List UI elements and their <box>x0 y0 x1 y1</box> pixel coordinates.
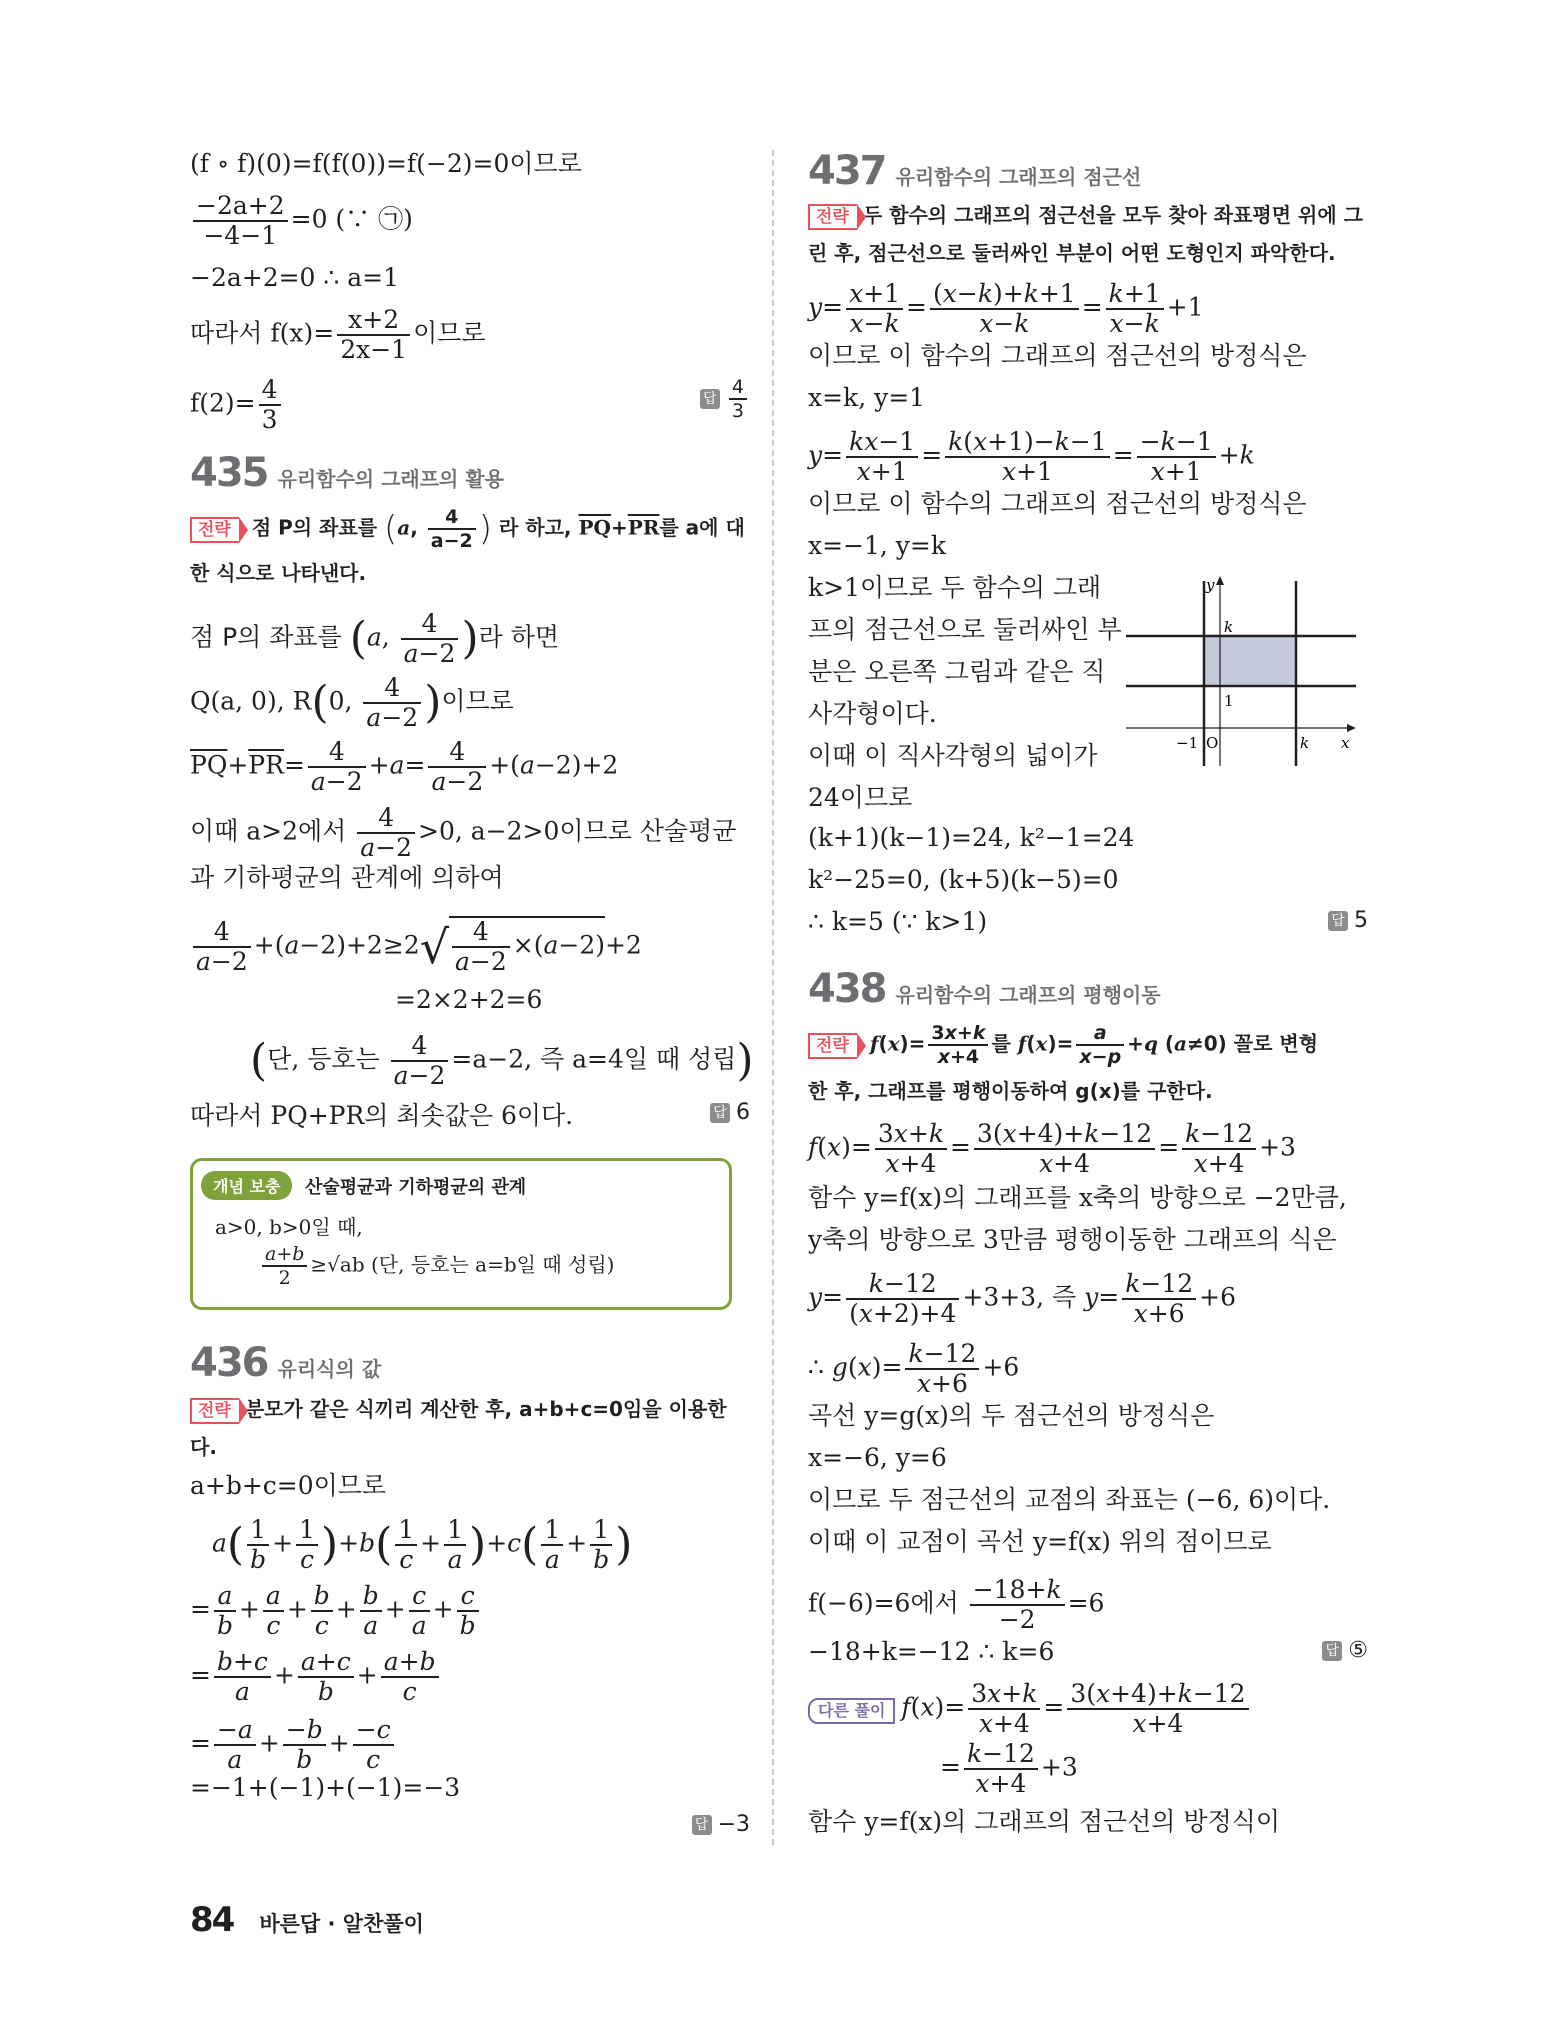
strategy-text: 전략 분모가 같은 식끼리 계산한 후, a+b+c=0임을 이용한 다. <box>190 1397 727 1459</box>
y-axis-arrow-icon <box>1216 576 1224 585</box>
fraction: $\frac{k-12}{x+4}$ <box>1182 1120 1256 1178</box>
fraction: $\frac{4}{3}$ <box>259 376 281 434</box>
strategy-text: 한 식으로 나타낸다. <box>190 561 367 585</box>
strategy-text: 한 후, 그래프를 평행이동하여 g(x)를 구한다. <box>808 1079 1213 1103</box>
label-neg1: −1 <box>1176 734 1199 752</box>
concept-line: $\frac{a+b}{2}$ ≥√ab (단, 등호는 a=b일 때 성립) <box>259 1243 614 1289</box>
answer-label <box>700 376 750 422</box>
answer-label: 답 6 <box>710 1100 750 1125</box>
eq-line: 분은 오른쪽 그림과 같은 직 <box>808 657 1106 686</box>
eq-line: x=−6, y=6 <box>808 1443 947 1472</box>
fraction: $\frac{b}{a}$ <box>360 1582 382 1640</box>
answer-badge-icon: 답 <box>700 389 720 409</box>
problem-heading: 435 유리함수의 그래프의 활용 <box>190 450 504 496</box>
fraction: $\frac{3x+k}{x+4}$ <box>968 1680 1040 1738</box>
eq-line: 24이므로 <box>808 783 913 812</box>
eq-line: 이므로 이 함수의 그래프의 점근선의 방정식은 <box>808 341 1307 370</box>
answer-label: 답 ⑤ <box>1322 1638 1368 1663</box>
fraction: $\frac{1}{b}$ <box>590 1516 612 1574</box>
footer-label: 바른답 · 알찬풀이 <box>259 1912 424 1936</box>
fraction: $\frac{b}{c}$ <box>311 1582 333 1640</box>
page-footer <box>190 1900 424 1940</box>
fraction: $\frac{a}{x-p}$ <box>1076 1022 1124 1068</box>
strategy-text: 전략 두 함수의 그래프의 점근선을 모두 찾아 좌표평면 위에 그 린 후, 점근선으로 둘러싸인 부분이 어떤 도형인지 파악한다. <box>808 203 1363 265</box>
fraction: $\frac{(x-k)+k+1}{x-k}$ <box>930 280 1079 338</box>
answer-badge-icon: 답 <box>1328 911 1348 931</box>
fraction: $\frac{1}{a}$ <box>444 1516 466 1574</box>
fraction: $\frac{c}{b}$ <box>457 1582 479 1640</box>
alt-solution-tag: 다른 풀이 <box>808 1698 895 1724</box>
label-k-top: k <box>1224 618 1234 636</box>
eq-line: $\frac{-2a+2}{-4-1}$ =0 (∵ ㉠) <box>190 192 413 250</box>
eq-line: a+b+c=0이므로 <box>190 1471 387 1500</box>
eq-line: (단, 등호는 $\frac{4}{a-2}$ =a−2, 즉 a=4일 때 성립) <box>250 1031 754 1090</box>
eq-line: $\frac{4}{a-2}$ +(a−2)+2≥2√ $\frac{4}{a-2}$ ×(a−2)+2 <box>190 916 642 976</box>
eq-line: =2×2+2=6 <box>395 985 543 1014</box>
eq-line: 다른 풀이 f(x)= $\frac{3x+k}{x+4}$ = $\frac{3(x+4)+k-12}{x+4}$ <box>808 1680 1252 1738</box>
fraction: $\frac{x+1}{x-k}$ <box>846 280 903 338</box>
concept-tab: 개념 보충 <box>201 1171 292 1200</box>
eq-line: (f ∘ f)(0)=f(f(0))=f(−2)=0이므로 <box>190 149 582 178</box>
eq-line: 이때 a>2에서 $\frac{4}{a-2}$ >0, a−2>0이므로 산술평균 <box>190 803 737 862</box>
eq-line: 이므로 두 점근선의 교점의 좌표는 (−6, 6)이다. <box>808 1485 1331 1514</box>
fraction: $\frac{k(x+1)-k-1}{x+1}$ <box>945 428 1110 486</box>
concept-line: a>0, b>0일 때, <box>215 1215 363 1239</box>
fraction: $\frac{k-12}{x+4}$ <box>964 1740 1038 1798</box>
eq-line: 점 P의 좌표를 (a, $\frac{4}{a-2}$ )라 하면 <box>190 609 560 668</box>
concept-title: 산술평균과 기하평균의 관계 <box>305 1177 527 1198</box>
eq-line: = $\frac{a}{b}$ + $\frac{a}{c}$ + $\frac{b}{c}$ + $\frac{b}{a}$ + $\frac{c}{a}$ + $\frac{c}{b}$ <box>190 1582 482 1640</box>
column-divider <box>772 150 774 1845</box>
fraction: $\frac{1}{a}$ <box>541 1516 563 1574</box>
eq-line: 이므로 이 함수의 그래프의 점근선의 방정식은 <box>808 489 1307 518</box>
fraction: $\frac{4}{3}$ <box>729 376 747 422</box>
fraction: $\frac{k+1}{x-k}$ <box>1106 280 1164 338</box>
strategy-tag: 전략 <box>808 1033 857 1059</box>
eq-line: = $\frac{b+c}{a}$ + $\frac{a+c}{b}$ + $\frac{a+b}{c}$ <box>190 1648 442 1706</box>
answer-label: 답 −3 <box>692 1812 750 1837</box>
fraction: $\frac{a+b}{2}$ <box>262 1243 307 1289</box>
fraction: $\frac{4}{a-2}$ <box>401 610 459 668</box>
eq-line: y축의 방향으로 3만큼 평행이동한 그래프의 식은 <box>808 1225 1337 1254</box>
answer-badge-icon: 답 <box>710 1103 730 1123</box>
eq-line: 함수 y=f(x)의 그래프를 x축의 방향으로 −2만큼, <box>808 1183 1347 1212</box>
shaded-rectangle <box>1204 636 1296 686</box>
fraction: $\frac{a}{c}$ <box>263 1582 284 1640</box>
eq-line: −2a+2=0 ∴ a=1 <box>190 263 400 292</box>
eq-line: 함수 y=f(x)의 그래프의 점근선의 방정식이 <box>808 1807 1280 1836</box>
fraction: $\frac{4}{a-2}$ <box>357 804 415 862</box>
eq-line: x=k, y=1 <box>808 383 926 412</box>
problem-heading: 436 유리식의 값 <box>190 1340 382 1386</box>
y-axis-label: y <box>1206 576 1215 594</box>
problem-heading: 438 유리함수의 그래프의 평행이동 <box>808 966 1161 1012</box>
fraction: $\frac{4}{a-2}$ <box>363 674 421 732</box>
answer-badge-icon: 답 <box>1322 1641 1342 1661</box>
answer-label: 답 5 <box>1328 908 1368 933</box>
fraction: $\frac{a}{b}$ <box>214 1582 236 1640</box>
fraction: $\frac{-a}{a}$ <box>214 1716 256 1774</box>
eq-line: = $\frac{k-12}{x+4}$ +3 <box>940 1739 1078 1798</box>
fraction: $\frac{4}{a-2}$ <box>193 918 251 976</box>
eq-line: y= $\frac{kx-1}{x+1}$ = $\frac{k(x+1)-k-1}{x+1}$ = $\frac{-k-1}{x+1}$ +k <box>808 427 1255 486</box>
eq-line: 따라서 PQ+PR의 최솟값은 6이다. <box>190 1101 574 1130</box>
eq-line: 이때 이 직사각형의 넓이가 <box>808 741 1098 770</box>
fraction: $\frac{a+b}{c}$ <box>381 1648 439 1706</box>
eq-line: −18+k=−12 ∴ k=6 <box>808 1637 1055 1666</box>
eq-line: Q(a, 0), R(0, $\frac{4}{a-2}$ )이므로 <box>190 673 514 732</box>
strategy-text: 전략 점 P의 좌표를 (a, $\frac{4}{a-2}$ ) 라 하고, $\overline{PQ}+\overline{PR}$를 a에 대 <box>190 506 750 552</box>
eq-line: = $\frac{-a}{a}$ + $\frac{-b}{b}$ + $\frac{-c}{c}$ <box>190 1716 397 1774</box>
label-origin: O <box>1206 734 1219 752</box>
eq-line: k²−25=0, (k+5)(k−5)=0 <box>808 865 1119 894</box>
eq-line: 프의 점근선으로 둘러싸인 부 <box>808 615 1122 644</box>
strategy-tag: 전략 <box>190 1398 239 1424</box>
asymptote-graph <box>1126 576 1356 766</box>
eq-line: $\overline{PQ}+\overline{PR}=$ $\frac{4}{a-2}$ +a= $\frac{4}{a-2}$ +(a−2)+2 <box>190 737 619 796</box>
eq-line: ∴ g(x)= $\frac{k-12}{x+6}$ +6 <box>808 1339 1020 1398</box>
eq-line: 과 기하평균의 관계에 의하여 <box>190 863 504 892</box>
answer-badge-icon: 답 <box>692 1815 712 1835</box>
eq-line: ∴ k=5 (∵ k>1) <box>808 907 988 936</box>
strategy-tag: 전략 <box>808 204 857 230</box>
x-axis-arrow-icon <box>1347 724 1356 732</box>
eq-line: a( $\frac{1}{b}$ + $\frac{1}{c}$ )+b( $\frac{1}{c}$ + $\frac{1}{a}$ )+c( $\frac{1}{a}$ + $\frac{1}{b}$ ) <box>212 1515 633 1574</box>
fraction: $\frac{4}{a-2}$ <box>428 506 476 552</box>
label-k-right: k <box>1300 734 1310 752</box>
eq-line: =−1+(−1)+(−1)=−3 <box>190 1773 461 1802</box>
fraction: $\frac{k-12}{(x+2)+4}$ <box>846 1270 959 1328</box>
fraction: $\frac{k-12}{x+6}$ <box>1122 1270 1196 1328</box>
eq-line: k>1이므로 두 함수의 그래 <box>808 573 1102 602</box>
concept-box <box>190 1158 732 1310</box>
fraction: $\frac{3x+k}{x+4}$ <box>928 1022 988 1068</box>
eq-line: y= $\frac{x+1}{x-k}$ = $\frac{(x-k)+k+1}{x-k}$ = $\frac{k+1}{x-k}$ +1 <box>808 279 1204 338</box>
fraction: $\frac{b+c}{a}$ <box>214 1648 271 1706</box>
fraction: $\frac{3(x+4)+k-12}{x+4}$ <box>974 1120 1155 1178</box>
fraction: $\frac{1}{c}$ <box>395 1516 417 1574</box>
fraction: $\frac{4}{a-2}$ <box>428 738 486 796</box>
fraction: $\frac{k-12}{x+6}$ <box>905 1340 979 1398</box>
fraction: $\frac{-b}{b}$ <box>283 1716 326 1774</box>
fraction: $\frac{kx-1}{x+1}$ <box>846 428 918 486</box>
eq-line: 사각형이다. <box>808 699 937 728</box>
page-number: 84 <box>190 1900 234 1940</box>
eq-line: 이때 이 교점이 곡선 y=f(x) 위의 점이므로 <box>808 1527 1272 1556</box>
eq-line: x=−1, y=k <box>808 531 947 560</box>
fraction: $\frac{c}{a}$ <box>409 1582 430 1640</box>
fraction: $\frac{-c}{c}$ <box>353 1716 394 1774</box>
eq-line: f(2)= $\frac{4}{3}$ <box>190 376 284 434</box>
fraction: $\frac{4}{a-2}$ <box>308 738 366 796</box>
x-axis-label: x <box>1341 734 1350 752</box>
strategy-text: 전략 f(x)= $\frac{3x+k}{x+4}$ 를 f(x)= $\frac{a}{x-p}$ +q (a≠0) 꼴로 변형 <box>808 1022 1368 1068</box>
fraction: $\frac{x+2}{2x-1}$ <box>337 306 410 364</box>
problem-heading: 437 유리함수의 그래프의 점근선 <box>808 148 1142 194</box>
eq-line: f(x)= $\frac{3x+k}{x+4}$ = $\frac{3(x+4)+k-12}{x+4}$ = $\frac{k-12}{x+4}$ +3 <box>808 1119 1296 1178</box>
fraction: $\frac{4}{a-2}$ <box>452 918 510 976</box>
fraction: $\frac{3(x+4)+k-12}{x+4}$ <box>1067 1680 1248 1738</box>
fraction: $\frac{1}{c}$ <box>296 1516 318 1574</box>
fraction: $\frac{-2a+2}{-4-1}$ <box>193 192 288 250</box>
label-one: 1 <box>1224 692 1234 710</box>
strategy-tag: 전략 <box>190 517 239 543</box>
fraction: $\frac{-18+k}{-2}$ <box>970 1576 1065 1634</box>
fraction: $\frac{a+c}{b}$ <box>298 1648 354 1706</box>
fraction: $\frac{1}{b}$ <box>247 1516 269 1574</box>
fraction: $\frac{-k-1}{x+1}$ <box>1137 428 1216 486</box>
fraction: $\frac{3x+k}{x+4}$ <box>875 1120 947 1178</box>
eq-line: (k+1)(k−1)=24, k²−1=24 <box>808 823 1135 852</box>
eq-line: y= $\frac{k-12}{(x+2)+4}$ +3+3, 즉 y= $\frac{k-12}{x+6}$ +6 <box>808 1269 1236 1328</box>
eq-line: 따라서 f(x)= $\frac{x+2}{2x-1}$ 이므로 <box>190 305 486 364</box>
fraction: $\frac{4}{a-2}$ <box>391 1032 449 1090</box>
eq-line: f(−6)=6에서 $\frac{-18+k}{-2}$ =6 <box>808 1575 1105 1634</box>
eq-line: 곡선 y=g(x)의 두 점근선의 방정식은 <box>808 1401 1215 1430</box>
